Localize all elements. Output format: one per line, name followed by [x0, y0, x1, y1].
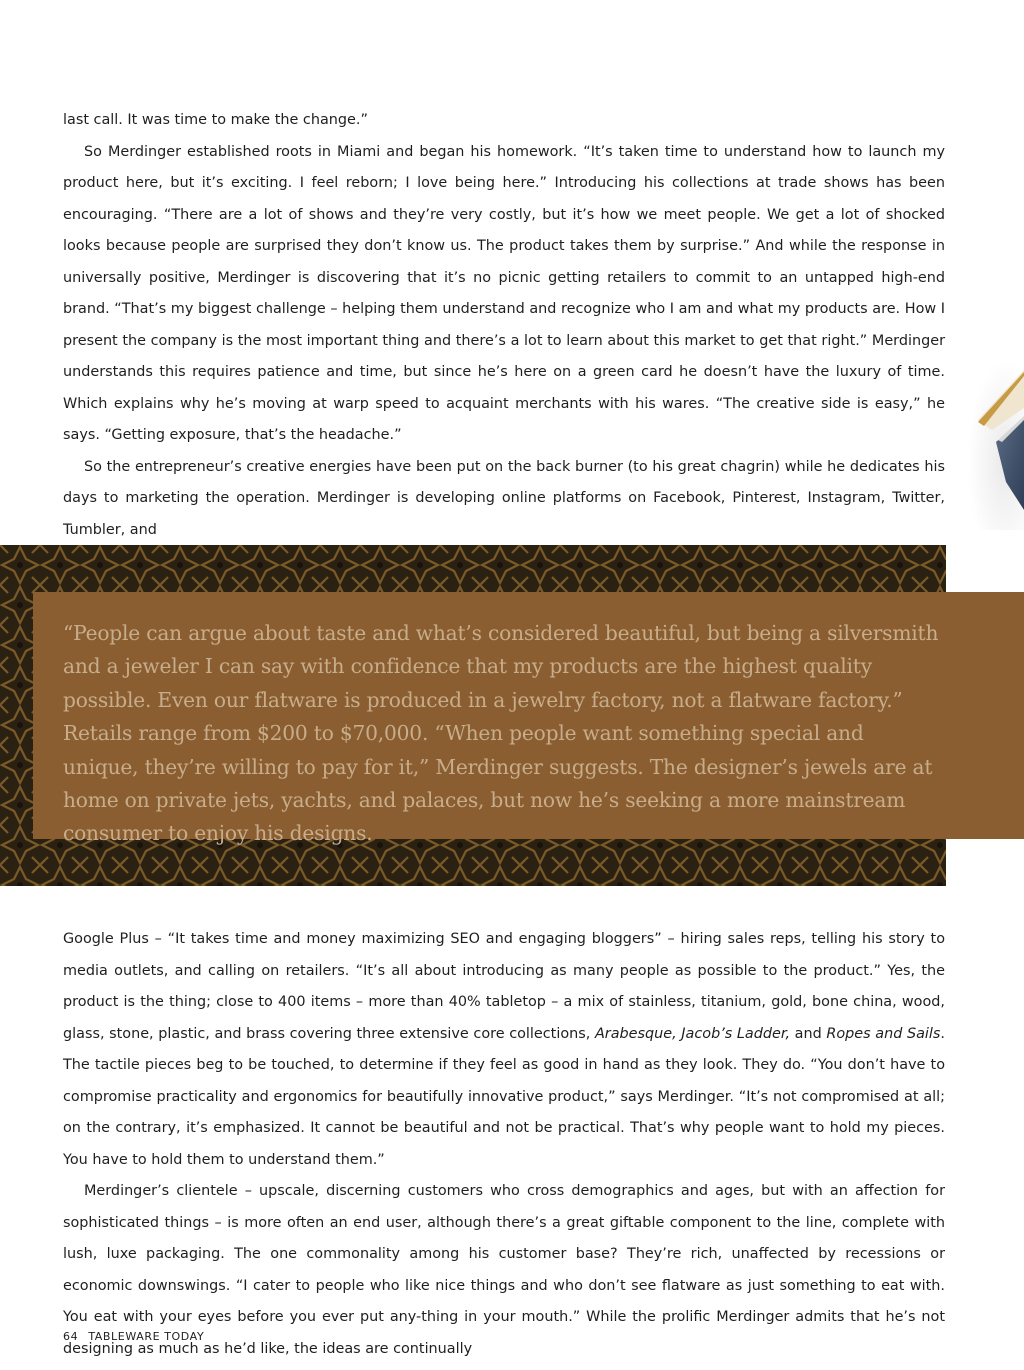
page-number: 64	[63, 1330, 79, 1343]
paragraph-product	[63, 924, 945, 1176]
paragraph-clientele: Merdinger’s clientele – upscale, discerning customers who cross demographics and ages, but with an affection for sophisticated things – is more often an end user, although there’s a great giftable component to the line, complete with lush, luxe packaging. The one commonality among his customer base? They’re rich, unaffected by recessions or economic downswings. “I cater to people who like nice things and who don’t see flatware as just something to eat with. You eat with your eyes before you ever put any-thing in your mouth.” While the prolific Merdinger admits that he’s not designing as much as he’d like, the ideas are continually	[63, 1183, 945, 1357]
pull-quote-box	[33, 592, 1024, 846]
collection-name-2: Ropes and Sails	[826, 1025, 941, 1042]
page-footer	[63, 1330, 210, 1343]
product-photo-edge	[962, 360, 1024, 530]
article-top-text	[63, 105, 945, 546]
paragraph-product-part-a: Google Plus – “It takes time and money maximizing SEO and engaging bloggers” – hiring sales reps, telling his story to media outlets, and calling on retailers. “It’s all about introducing as many people as possible to the product.” Yes, the product is the thing; close to 400 items – more than 40% tabletop – a mix of stainless, titanium, gold, bone china, wood, glass, stone, plastic, and brass covering three extensive core collections,	[63, 931, 945, 1042]
paragraph-continued: last call. It was time to make the change.”	[63, 112, 368, 128]
paragraph-product-part-b: and	[790, 1025, 827, 1042]
paragraph-homework: So Merdinger established roots in Miami and began his homework. “It’s taken time to understand how to launch my product here, but it’s exciting. I feel reborn; I love being here.” Introducing his collections at trade shows has been encouraging. “There are a lot of shows and they’re very costly, but it’s how we meet people. We get a lot of shocked looks because people are surprised they don’t know us. The product takes them by surprise.” And while the response in universally positive, Merdinger is discovering that it’s no picnic getting retailers to commit to an untapped high-end brand. “That’s my biggest challenge – helping them understand and recognize who I am and what my products are. How I present the company is the most important thing and there’s a lot to learn about this market to get that right.” Merdinger understands this requires patience and time, but since he’s here on a green card he doesn’t have the luxury of time. Which explains why he’s moving at warp speed to acquaint merchants with his wares. “The creative side is easy,” he says. “Getting exposure, that’s the headache.”	[63, 143, 945, 443]
paragraph-marketing: So the entrepreneur’s creative energies have been put on the back burner (to his great chagrin) while he dedicates his days to marketing the operation. Merdinger is developing online platforms on Facebook, Pinterest, Instagram, Twitter, Tumbler, and	[63, 458, 945, 538]
publication-name: TABLEWARE TODAY	[88, 1330, 205, 1343]
paragraph-product-part-c: . The tactile pieces beg to be touched, to determine if they feel as good in hand as they look. They do. “You don’t have to compromise practicality and ergonomics for beautifully innovative product,” says Merdinger. “It’s not compromised at all; on the contrary, it’s emphasized. It cannot be beautiful and not be practical. That’s why people want to hold my pieces. You have to hold them to understand them.”	[63, 1025, 945, 1168]
pull-quote-text: “People can argue about taste and what’s considered beautiful, but being a silversmith and a jeweler I can say with confidence that my products are the highest quality possible. Even our flatware is produced in a jewelry factory, not a flatware factory.” Retails range from $200 to $70,000. “When people want something special and unique, they’re willing to pay for it,” Merdinger suggests. The designer’s jewels are at home on private jets, yachts, and palaces, but now he’s seeking a more mainstream consumer to enjoy his designs.	[63, 621, 939, 846]
collection-name-1: Arabesque, Jacob’s Ladder,	[594, 1025, 791, 1042]
article-bottom-text	[63, 924, 945, 1365]
